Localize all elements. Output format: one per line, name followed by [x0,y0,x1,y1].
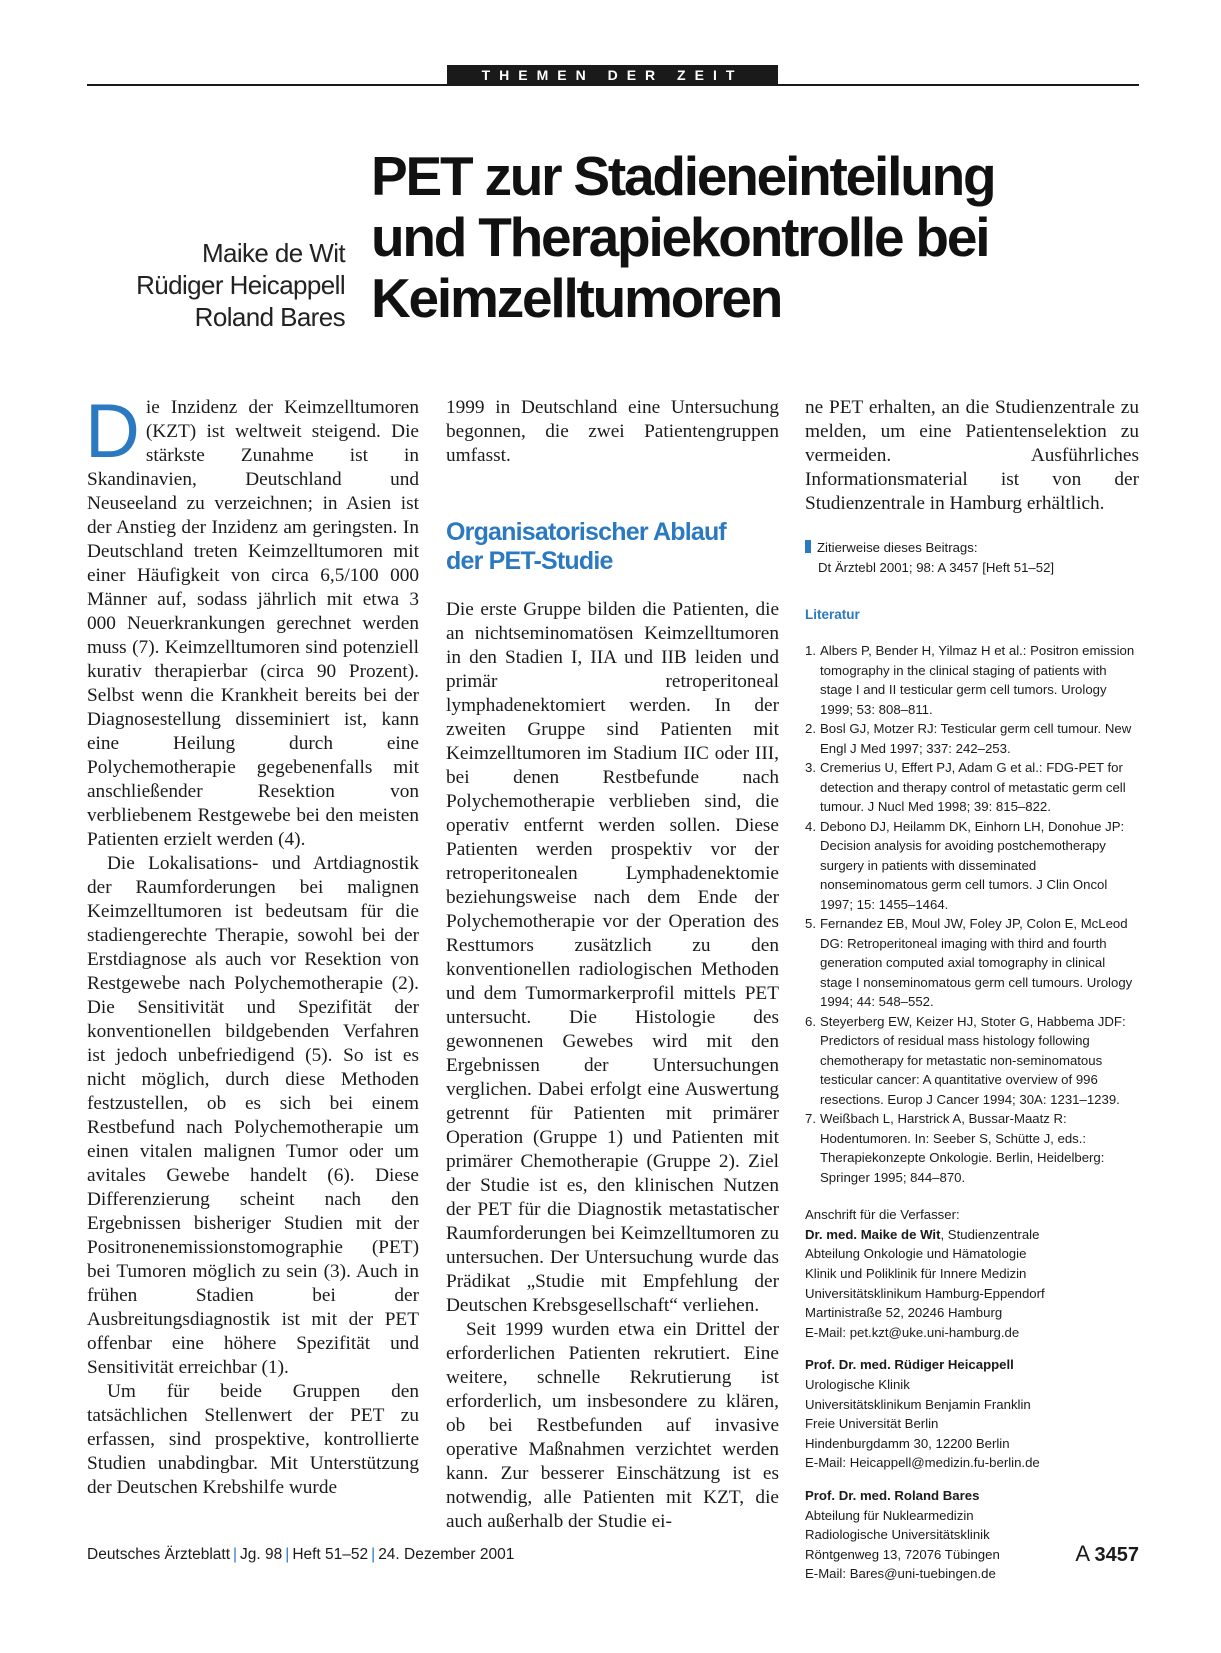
author-name: Maike de Wit [201,238,345,268]
address-line: Universitätsklinikum Benjamin Franklin [805,1396,1031,1412]
body-paragraph: Um für beide Gruppen den tatsächlichen Stellenwert der PET zu erfassen, sind prospektive, kontrollierte Studien unabdingbar. Mit Unterstützung der Deutschen Krebshilfe wurde [87,1381,419,1498]
section-heading [446,518,779,576]
reference-item [805,719,1139,758]
issue-date: 24. Dezember 2001 [378,1546,515,1563]
author-affiliation-inline: , Studienzentrale [940,1226,1040,1242]
address-line: Röntgenweg 13, 72076 Tübingen [805,1546,1000,1562]
reference-text: Cremerius U, Effert PJ, Adam G et al.: FDG-PET for detection and therapy control of metastatic germ cell tumour. J Nucl Med 1998; 39: 815–822. [820,760,1126,815]
author-name: Roland Bares [194,302,345,332]
reference-number: 1. [805,643,816,659]
address-line: Freie Universität Berlin [805,1416,939,1432]
reference-text: Steyerberg EW, Keizer HJ, Stoter G, Habbema JDF: Predictors of residual mass histology following chemotherapy for metastatic non-seminomatous testicular cancer: A quantitative overview of 996 resections. Europ J Cancer 1994; 30A: 1231–1239. [820,1013,1126,1107]
citation-value: Dt Ärztebl 2001; 98: A 3457 [Heft 51–52] [818,559,1055,575]
address-line: Radiologische Universitätsklinik [805,1527,990,1543]
address-block [805,1355,1139,1473]
reference-text: Albers P, Bender H, Yilmaz H et al.: Positron emission tomography in the clinical staging of patients with stage I and II testicular germ cell tumors. Urology 1999; 53: 808–811. [820,643,1135,717]
address-line: Urologische Klinik [805,1376,910,1392]
reference-number: 3. [805,760,816,776]
page-number-value: 3457 [1094,1544,1139,1566]
email-address: E-Mail: Heicappell@medizin.fu-berlin.de [805,1455,1040,1471]
email-address: E-Mail: pet.kzt@uke.uni-hamburg.de [805,1324,1020,1340]
citation-marker-icon [805,540,811,553]
reference-text: Weißbach L, Harstrick A, Bussar-Maatz R: Hodentumoren. In: Seeber S, Schütte J, eds.: Therapiekonzepte Onkologie. Berlin, Heidelberg: Springer 1995; 844–870. [820,1111,1105,1185]
address-line: Abteilung für Nuklearmedizin [805,1507,974,1523]
address-label: Anschrift für die Verfasser: [805,1207,960,1223]
reference-item [805,817,1139,915]
author-contact-name: Prof. Dr. med. Roland Bares [805,1487,980,1503]
reference-number: 5. [805,916,816,932]
body-column-3 [805,396,1139,1597]
body-column-2 [446,396,779,1534]
author-contact-name: Prof. Dr. med. Rüdiger Heicappell [805,1357,1014,1373]
body-paragraph: 1999 in Deutschland eine Untersuchung begonnen, die zwei Patientengruppen umfasst. [446,397,779,466]
page-prefix: A [1075,1541,1091,1566]
author-contact-name: Dr. med. Maike de Wit [805,1226,941,1242]
drop-cap: D [85,389,140,474]
citation-label: Zitierweise dieses Beitrags: [817,540,978,555]
address-line: Martinistraße 52, 20246 Hamburg [805,1305,1003,1321]
address-block [805,1486,1139,1584]
reference-text: Debono DJ, Heilamm DK, Einhorn LH, Donohue JP: Decision analysis for avoiding postchemotherapy surgery in patients with disseminated nonseminomatous germ cell tumors. J Clin Oncol 1997; 15: 1455–1464. [820,818,1125,912]
address-line: Universitätsklinikum Hamburg-Eppendorf [805,1285,1045,1301]
literature-heading: Literatur [805,607,860,623]
address-line: Abteilung Onkologie und Hämatologie [805,1246,1027,1262]
reference-list [805,641,1139,1187]
reference-item [805,758,1139,817]
reference-text: Fernandez EB, Moul JW, Foley JP, Colon E, McLeod DG: Retroperitoneal imaging with third and fourth generation computed axial tomography in clinical stage I nonseminomatous germ cell tumours. Urology 1994; 44: 548–552. [820,916,1133,1010]
body-paragraph: Die erste Gruppe bilden die Patienten, die an nichtseminomatösen Keimzelltumoren in den Stadien I, IIA und IIB leiden und primär retroperitoneal lymphadenektomiert werden. In der zweiten Gruppe sind Patienten mit Keimzelltumoren im Stadium IIC oder III, bei denen Restbefunde nach Polychemotherapie verblieben sind, die operativ entfernt werden sollen. Diese Patienten werden prospektiv vor der retroperitonealen Lymphadenektomie beziehungsweise nach dem Ende der Polychemotherapie vor der Operation des Resttumors zusätzlich zu den konventionellen radiologischen Methoden und dem Tumormarkerprofil mittels PET untersucht. Die Histologie des gewonnenen Gewebes wird mit den Ergebnissen der Untersuchungen verglichen. Dabei erfolgt eine Auswertung getrennt für Patienten mit primärer Operation (Gruppe 1) und Patienten mit primärer Chemotherapie (Gruppe 2). Ziel der Studie ist es, den klinischen Nutzen der PET für die Diagnostik metastatischer Raumforderungen bei Keimzelltumoren zu untersuchen. Der Untersuchung wurde das Prädikat „Studie mit Empfehlung der Deutschen Krebsgesellschaft“ verliehen. [446,599,779,1316]
page-footer: Deutsches Ärzteblatt | Jg. 98 | Heft 51–52 | 24. Dezember 2001 [87,1546,515,1563]
paragraph-text: ie Inzidenz der Keimzelltumoren (KZT) ist weltweit steigend. Die stärkste Zunahme ist in Skandinavien, Deutschland und Neuseeland zu verzeichnen; in Asien ist der Anstieg der Inzidenz am geringsten. In Deutschland treten Keimzelltumoren mit einer Häufigkeit von circa 6,5/100 000 Männer auf, sodass jährlich mit etwa 3 000 Neuerkrankungen gerechnet werden muss (7). Keimzelltumoren sind potenziell kurativ therapierbar (circa 90 Prozent). Selbst wenn die Krankheit bereits bei der Diagnosestellung disseminiert ist, kann eine Heilung durch eine Polychemotherapie gegebenenfalls mit anschließender Resektion von verbliebenem Restgewebe bei den meisten Patienten erzielt werden (4). [87,397,419,850]
reference-item [805,1012,1139,1110]
title-line: und Therapiekontrolle bei [371,206,989,268]
section-rubric: THEMEN DER ZEIT [447,65,778,85]
title-line: Keimzelltumoren [371,267,782,329]
body-paragraph: Seit 1999 wurden etwa ein Drittel der erforderlichen Patienten rekrutiert. Eine weitere, schnelle Rekrutierung ist erforderlich, um insbesondere zu klären, ob bei Restbefunden auf invasive operative Maßnahmen verzichtet werden kann. Zur besserer Einschätzung ist es notwendig, alle Patienten mit KZT, die auch außerhalb der Studie ei- [446,1319,779,1532]
page-number [1075,1541,1139,1567]
volume: Jg. 98 [240,1546,283,1563]
email-address: E-Mail: Bares@uni-tuebingen.de [805,1566,996,1582]
heading-line: der PET-Studie [446,547,613,575]
article-title [371,146,994,329]
journal-name: Deutsches Ärzteblatt [87,1546,231,1563]
reference-number: 6. [805,1013,816,1029]
body-paragraph [85,389,419,852]
author-list [136,237,345,333]
citation-box [805,538,1139,577]
reference-item [805,641,1139,719]
address-line: Hindenburgdamm 30, 12200 Berlin [805,1435,1010,1451]
reference-number: 4. [805,818,816,834]
reference-item [805,1109,1139,1187]
reference-number: 7. [805,1111,816,1127]
body-column-1 [85,389,419,1500]
body-paragraph: Die Lokalisations- und Artdiagnostik der Raumforderungen bei malignen Keimzelltumoren ist bedeutsam für die stadiengerechte Therapie, sowohl bei der Erstdiagnose als auch vor Resektion von Restgewebe nach Polychemotherapie (2). Die Sensitivität und Spezifität der konventionellen bildgebenden Verfahren ist jedoch unbefriedigend (5). So ist es nicht möglich, durch diese Methoden festzustellen, ob es sich bei einem Restbefund nach Polychemotherapie um einen vitalen malignen Tumor oder um avitales Gewebe handelt (6). Diese Differenzierung scheint nach den Ergebnissen bisheriger Studien mit der Positronenemissionstomographie (PET) bei Tumoren möglich zu sein (3). Auch in frühen Stadien bei der Ausbreitungsdiagnostik ist mit der PET offenbar eine höhere Spezifität und Sensitivität erreichbar (1). [87,853,419,1378]
correspondence-address [805,1205,1139,1584]
address-line: Klinik und Poliklinik für Innere Medizin [805,1265,1027,1281]
title-line: PET zur Stadieneinteilung [371,145,995,207]
reference-item [805,914,1139,1012]
author-name: Rüdiger Heicappell [136,270,345,300]
address-block [805,1225,1139,1343]
reference-number: 2. [805,721,816,737]
reference-text: Bosl GJ, Motzer RJ: Testicular germ cell tumour. New Engl J Med 1997; 337: 242–253. [820,721,1132,756]
body-paragraph: ne PET erhalten, an die Studienzentrale zu melden, um eine Patientenselektion zu vermeiden. Ausführliches Informationsmaterial ist von der Studienzentrale in Hamburg erhältlich. [805,397,1139,514]
heading-line: Organisatorischer Ablauf [446,518,726,546]
issue: Heft 51–52 [292,1546,369,1563]
